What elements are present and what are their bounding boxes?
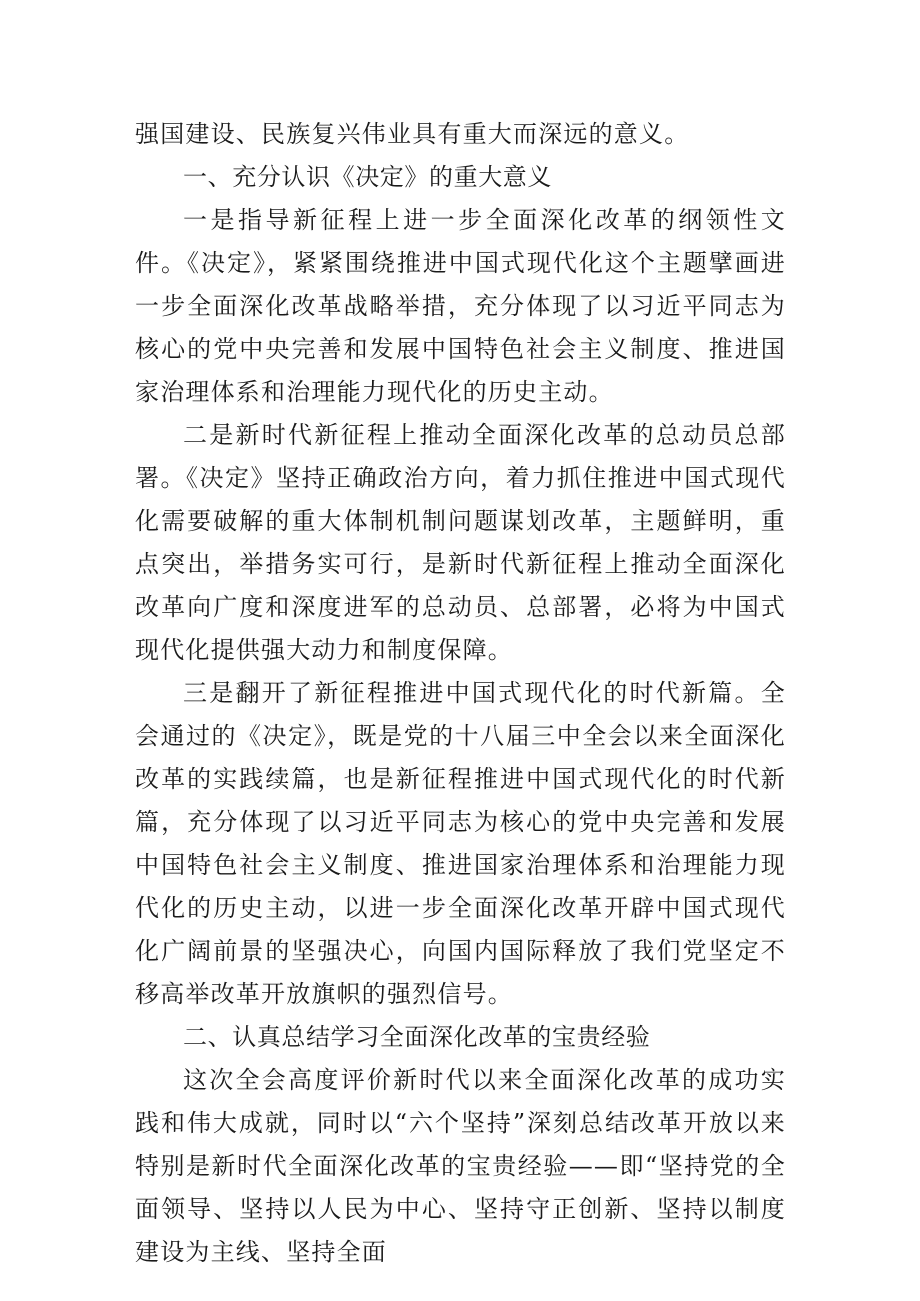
paragraph-1: 一是指导新征程上进一步全面深化改革的纲领性文件。《决定》，紧紧围绕推进中国式现代化这个主题擘画进一步全面深化改革战略举措，充分体现了以习近平同志为核心的党中央完善和发展中国特色社会主义制度、推进国家治理体系和治理能力现代化的历史主动。 <box>135 206 786 406</box>
paragraph-3: 三是翻开了新征程推进中国式现代化的时代新篇。全会通过的《决定》，既是党的十八届三中全会以来全面深化改革的实践续篇，也是新征程推进中国式现代化的时代新篇，充分体现了以习近平同志为核心的党中央完善和发展中国特色社会主义制度、推进国家治理体系和治理能力现代化的历史主动，以进一步全面深化改革开辟中国式现代化广阔前景的坚强决心，向国内国际释放了我们党坚定不移高举改革开放旗帜的强烈信号。 <box>135 679 786 1008</box>
section-heading-2: 二、认真总结学习全面深化改革的宝贵经验 <box>183 1023 651 1051</box>
paragraph-4: 这次全会高度评价新时代以来全面深化改革的成功实践和伟大成就，同时以“六个坚持”深刻总结改革开放以来特别是新时代全面深化改革的宝贵经验——即“坚持党的全面领导、坚持以人民为中心、坚持守正创新、坚持以制度建设为主线、坚持全面 <box>135 1066 786 1266</box>
paragraph-2: 二是新时代新征程上推动全面深化改革的总动员总部署。《决定》坚持正确政治方向，着力抓住推进中国式现代化需要破解的重大体制机制问题谋划改革，主题鲜明，重点突出，举措务实可行，是新时代新征程上推动全面深化改革向广度和深度进军的总动员、总部署，必将为中国式现代化提供强大动力和制度保障。 <box>135 421 786 664</box>
paragraph-continued: 强国建设、民族复兴伟业具有重大而深远的意义。 <box>135 120 690 148</box>
section-heading-1: 一、充分认识《决定》的重大意义 <box>183 163 552 191</box>
